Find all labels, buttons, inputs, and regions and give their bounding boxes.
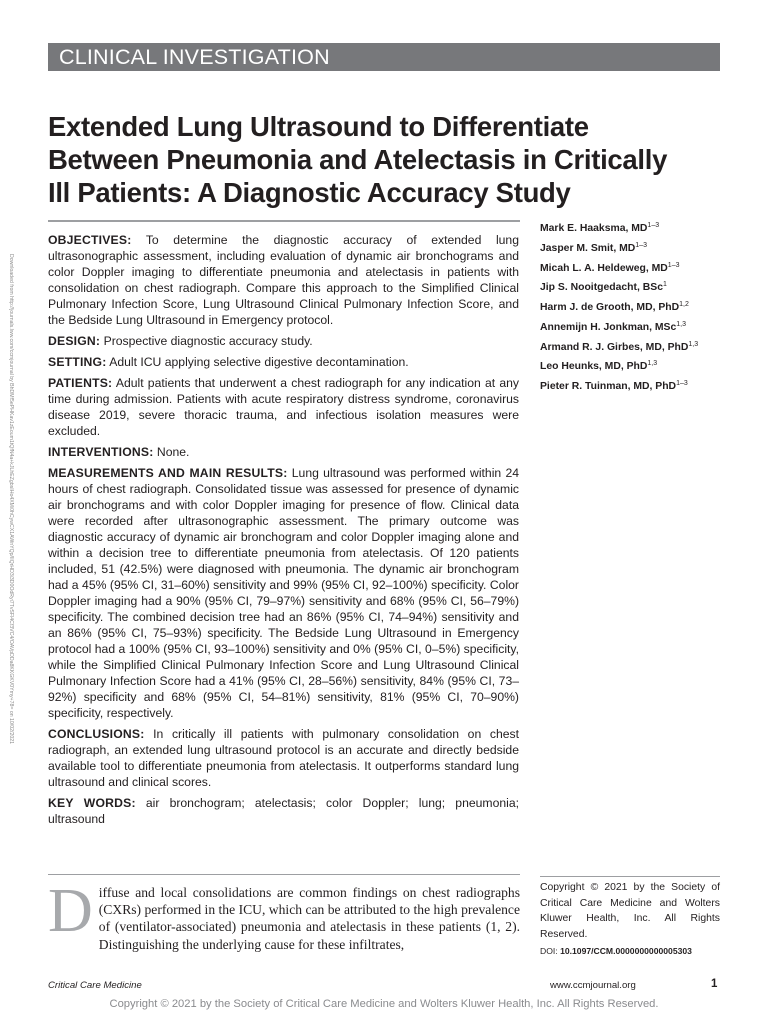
objectives-label: OBJECTIVES: [48, 233, 132, 247]
author-affiliation: 1,3 [676, 320, 686, 328]
author [540, 278, 730, 298]
abstract-interventions [48, 444, 519, 460]
copyright-notice: Copyright © 2021 by the Society of Critical Care Medicine and Wolters Kluwer Health, Inc. All Rights Reserved. [540, 876, 720, 942]
abstract-setting [48, 354, 519, 370]
author [540, 377, 730, 397]
abstract-keywords [48, 795, 519, 827]
author [540, 259, 730, 279]
conclusions-text: In critically ill patients with pulmonary consolidation on chest radiograph, an extended lung ultrasound protocol is an accurate and directly bedside available tool to differentiate pneumonia from atelectasis. It outperforms standard lung ultrasound and clinical scores. [48, 727, 519, 789]
abstract-conclusions [48, 726, 519, 790]
author-affiliation: 1–3 [676, 380, 688, 387]
measurements-label: MEASUREMENTS AND MAIN RESULTS: [48, 466, 288, 480]
download-watermark-text: Downloaded from http://journals.lww.com/ccmjournal by BhDMf5ePHKav1zEoum1tQfN4a+kJLhEZgbsIHo4XMi0hCywCX1AWnYQp/IlQrHD3i3D0OdRyi7TvSFl4Cf3VC4/OAVpDDa8KKGKV0Ymy+78= on 10/02/2021 [8, 254, 14, 745]
author-name: Pieter R. Tuinman, MD, PhD [540, 381, 677, 392]
title-line: Ill Patients: A Diagnostic Accuracy Study [48, 177, 571, 208]
download-watermark [4, 254, 14, 754]
journal-url[interactable]: www.ccmjournal.org [550, 980, 636, 991]
doi-value[interactable]: 10.1097/CCM.0000000000005303 [560, 946, 692, 956]
keywords-label: KEY WORDS: [48, 796, 136, 810]
author-list [540, 219, 730, 397]
author-name: Armand R. J. Girbes, MD, PhD [540, 341, 689, 353]
article-title [48, 110, 728, 209]
author-name: Harm J. de Grooth, MD, PhD [540, 302, 680, 313]
intro-divider [48, 874, 520, 875]
author-affiliation: 1–3 [667, 261, 680, 269]
title-line: Between Pneumonia and Atelectasis in Critically [48, 144, 668, 175]
journal-name: Critical Care Medicine [48, 980, 142, 991]
intro-paragraph [48, 877, 520, 953]
conclusions-label: CONCLUSIONS: [48, 727, 145, 741]
measurements-text: Lung ultrasound was performed within 24 hours of chest radiograph. Consolidated tissue was assessed for presence of dynamic air bronchograms and with color Doppler imaging for presence of flow. Clinical data were recorded after ultrasonographic assessment. The primary outcome was diagnostic accuracy of dynamic air bronchogram and color Doppler imaging alone and within a decision tree to differentiate pneumonia from atelectasis. Of 120 patients included, 51 (42.5%) were diagnosed with pneumonia. The dynamic air bronchogram had a 45% (95% CI, 31–60%) sensitivity and 99% (95% CI, 92–100%) specificity. Color Doppler imaging had a 90% (95% CI, 79–97%) sensitivity and 68% (95% CI, 56–79%) specificity. The combined decision tree had an 86% (95% CI, 74–94%) sensitivity and an 86% (95% CI, 75–93%) specificity. The Bedside Lung Ultrasound in Emergency protocol had a 100% (95% CI, 93–100%) sensitivity and 0% (95% CI, 0–5%) specificity, while the Simplified Clinical Pulmonary Infection Score and Lung Ultrasound Clinical Pulmonary Infection Score had a 41% (95% CI, 28–56%) sensitivity, 84% (95% CI, 73–92%) specificity and 68% (95% CI, 54–81%) sensitivity, 81% (95% CI, 70–90%) specificity, respectively. [48, 466, 519, 720]
author [540, 239, 730, 259]
abstract-design [48, 333, 519, 349]
patients-text: Adult patients that underwent a chest radiograph for any indication at any time during admission. Patients with acute respiratory distress syndrome, coronavirus disease 2019, severe thoracic trauma, and infectious isolation measures were excluded. [48, 376, 519, 438]
drop-cap: D [48, 877, 93, 945]
design-label: DESIGN: [48, 334, 101, 348]
abstract [48, 232, 519, 832]
bottom-copyright: Copyright © 2021 by the Society of Critical Care Medicine and Wolters Kluwer Health, Inc. All Rights Reserved. [109, 998, 659, 1010]
title-line: Extended Lung Ultrasound to Differentiate [48, 111, 589, 142]
patients-label: PATIENTS: [48, 376, 113, 390]
author-name: Mark E. Haaksma, MD [540, 223, 648, 234]
author-affiliation: 1,3 [647, 360, 658, 368]
author [540, 357, 730, 377]
author [540, 318, 730, 338]
author-affiliation: 1–3 [635, 241, 647, 249]
author-affiliation: 1,2 [679, 301, 689, 308]
interventions-text: None. [156, 445, 190, 459]
keywords-text: air bronchogram; atelectasis; color Doppler; lung; pneumonia; ultrasound [48, 796, 519, 826]
interventions-label: INTERVENTIONS: [48, 445, 154, 459]
abstract-measurements [48, 465, 519, 721]
author [540, 219, 730, 239]
author [540, 338, 730, 358]
author-affiliation: 1 [662, 281, 667, 289]
abstract-objectives [48, 232, 519, 328]
doi [540, 946, 692, 956]
setting-label: SETTING: [48, 355, 107, 369]
section-banner: CLINICAL INVESTIGATION [48, 43, 720, 71]
author-name: Jip S. Nooitgedacht, BSc [540, 282, 663, 294]
page-number: 1 [711, 978, 718, 990]
title-divider [48, 220, 520, 222]
objectives-text: To determine the diagnostic accuracy of extended lung ultrasonographic assessment, including evaluation of dynamic air bronchograms and color Doppler imaging to differentiate pneumonia and atelectasis in patients with consolidation on chest radiograph. Compare this approach to the Simplified Clinical Pulmonary Infection Score, Lung Ultrasound Clinical Pulmonary Infection Score, and the Bedside Lung Ultrasound in Emergency protocol. [48, 233, 519, 327]
author-name: Micah L. A. Heldeweg, MD [540, 262, 668, 274]
author [540, 298, 730, 318]
author-name: Annemijn H. Jonkman, MSc [540, 321, 677, 333]
author-affiliation: 1,3 [688, 340, 699, 348]
author-affiliation: 1–3 [647, 222, 660, 229]
design-text: Prospective diagnostic accuracy study. [103, 334, 313, 348]
doi-label: DOI: [540, 946, 558, 956]
abstract-patients [48, 375, 519, 439]
author-name: Jasper M. Smit, MD [540, 242, 636, 254]
author-name: Leo Heunks, MD, PhD [540, 361, 648, 373]
setting-text: Adult ICU applying selective digestive decontamination. [109, 355, 409, 369]
intro-text: iffuse and local consolidations are common findings on chest radiographs (CXRs) performed in the ICU, which can be attributed to the high prevalence of (ventilator-associated) pneumonia and atelectasis in these patients (1, 2). Distinguishing the underlying cause for these infiltrates, [98, 885, 520, 952]
